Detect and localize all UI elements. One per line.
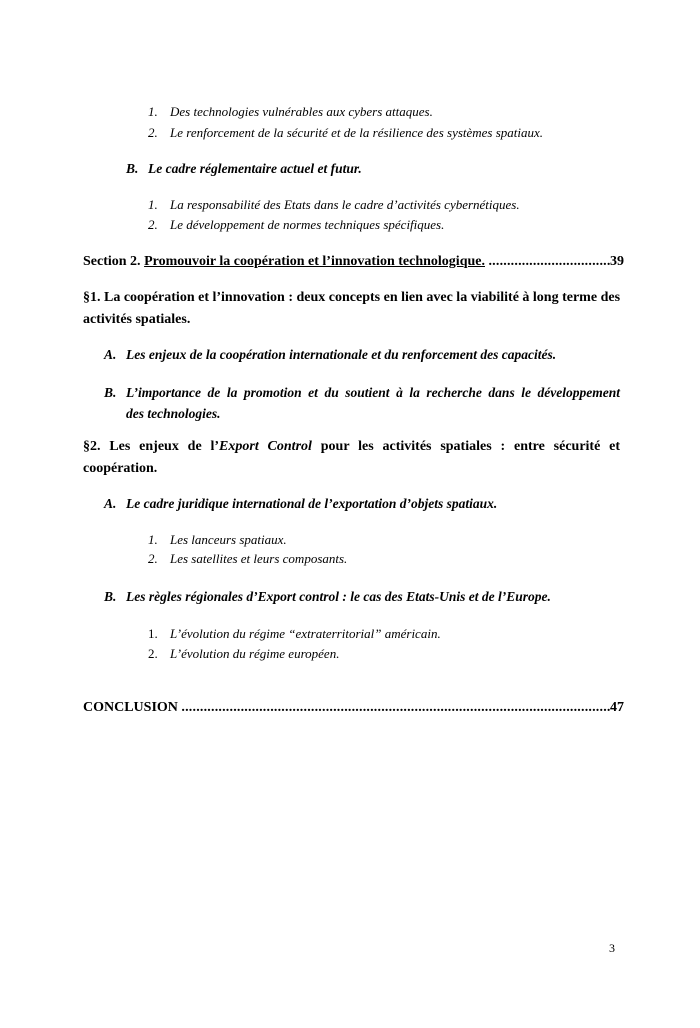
toc-leader-dots [181,700,610,716]
conclusion-page: 47 [610,700,624,715]
list-text: La responsabilité des Etats dans le cadre d’activités cybernétiques. [170,197,520,212]
heading-text: Les enjeux de la coopération internationale et du renforcement des capacités. [126,347,557,362]
toc-leader-dots [488,254,610,270]
list-text: Les lanceurs spatiaux. [170,532,287,547]
para2-before: §2. Les enjeux de l’ [83,439,220,454]
list-text: L’évolution du régime “extraterritorial” américain. [170,626,441,641]
heading-text: Les règles régionales d’Export control : le cas des Etats-Unis et de l’Europe. [126,589,551,604]
section-title: Promouvoir la coopération et l’innovation technologique. [144,254,485,269]
heading-letter: B. [104,385,117,400]
page-number: 3 [609,941,615,955]
list-item [148,198,520,211]
list-text: Le développement de normes techniques spécifiques. [170,217,445,232]
heading-letter: B. [126,161,139,176]
list-number: 1. [148,626,158,641]
heading-text: Le cadre juridique international de l’exportation d’objets spatiaux. [126,496,498,511]
list-item [148,647,339,660]
para2-export-control: Export Control [219,439,312,454]
list-text: L’évolution du régime européen. [170,646,340,661]
list-text: Le renforcement de la sécurité et de la résilience des systèmes spatiaux. [170,125,544,140]
heading-b-cadre [126,162,362,176]
list-item [148,218,444,231]
heading-letter: A. [104,496,117,511]
para2-after: pour les activités spatiales : entre sécurité et coopération. [83,439,621,476]
list-number: 2. [148,646,158,661]
section-prefix: Section 2. [83,254,141,269]
heading-b-importance [104,382,620,424]
list-text: Les satellites et leurs composants. [170,551,348,566]
heading-b-regles [104,590,551,604]
list-item [148,533,287,546]
conclusion-label: CONCLUSION [83,700,178,715]
heading-text-line2: des technologies. [126,406,221,421]
paragraph-1-heading: §1. La coopération et l’innovation : deux concepts en lien avec la viabilité à long terme des activités spatiales. [83,290,621,327]
list-number: 2. [148,125,158,140]
list-number: 1. [148,104,158,119]
heading-letter: B. [104,589,117,604]
list-number: 2. [148,217,158,232]
list-item [148,552,347,565]
paragraph-2-heading [83,436,620,480]
heading-a-cadre-juridique [104,497,497,511]
list-item [148,105,433,118]
toc-conclusion [83,700,624,716]
heading-text-line1: L’importance de la promotion et du soutient à la recherche dans le développement [126,385,620,400]
list-number: 2. [148,551,158,566]
list-item [148,126,543,139]
list-item [148,627,441,640]
list-number: 1. [148,197,158,212]
heading-letter: A. [104,347,117,362]
list-number: 1. [148,532,158,547]
section-page: 39 [610,254,624,269]
toc-section-2 [83,254,624,270]
list-text: Des technologies vulnérables aux cybers attaques. [170,104,433,119]
heading-a-enjeux [104,348,556,362]
heading-text: Le cadre réglementaire actuel et futur. [148,161,362,176]
